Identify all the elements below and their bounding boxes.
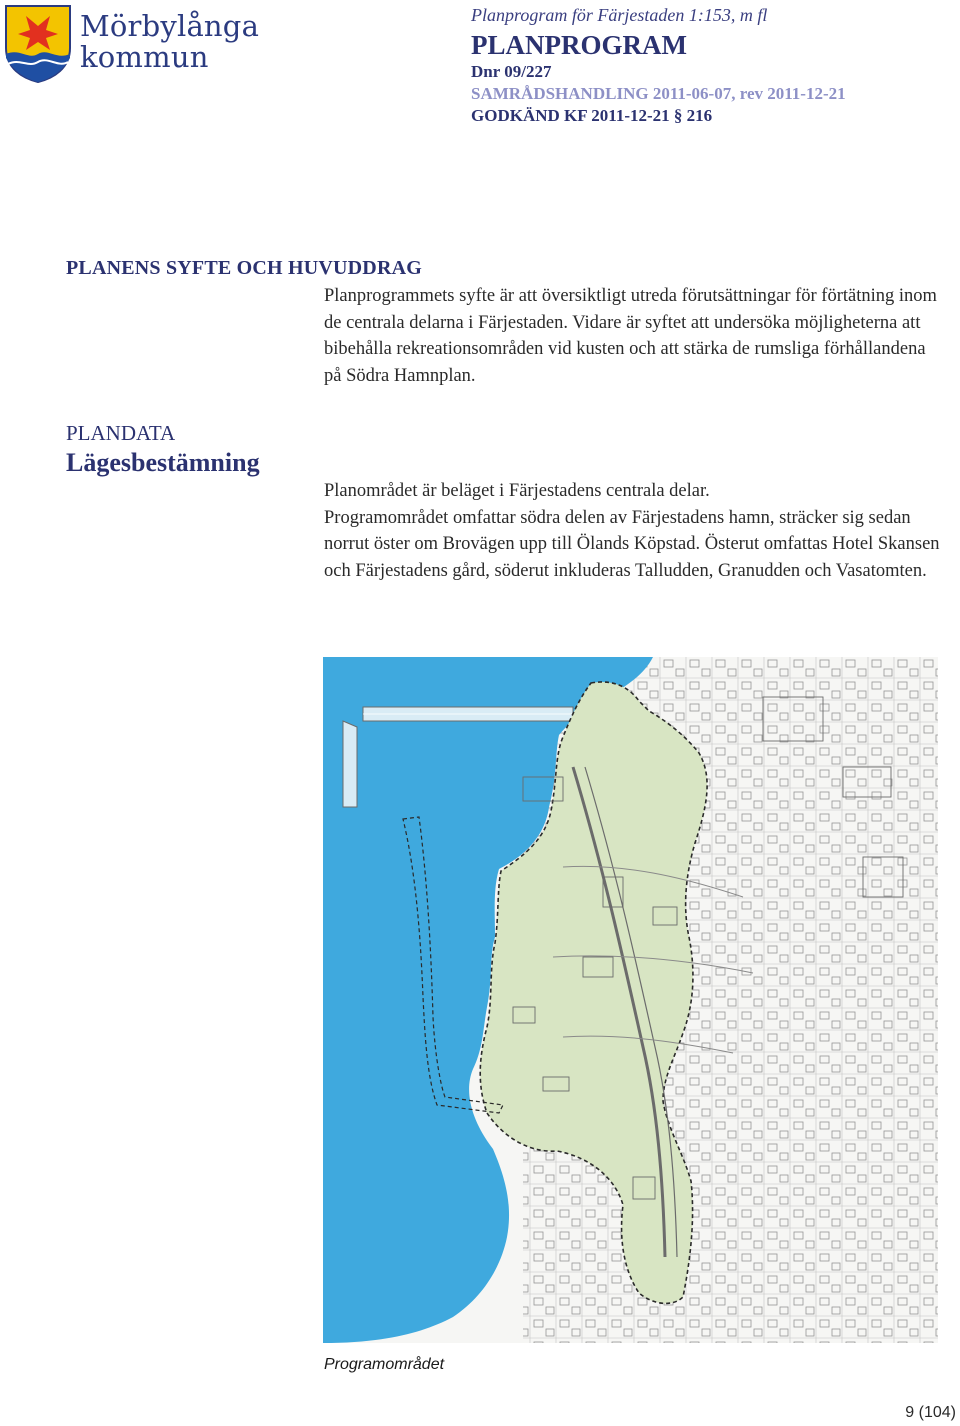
lage-paragraph-2: Programområdet omfattar södra delen av Färjestadens hamn, sträcker sig sedan norrut öster om Brovägen upp till Ölands Köpstad. Österut omfattas Hotel Skansen och Färjestadens gård, söderut inkluderas Talludden, Granudden och Vasatomten.	[324, 507, 940, 581]
coat-of-arms-icon	[2, 2, 74, 84]
logo-name-line-1: Mörbylånga	[80, 9, 260, 43]
map-caption: Programområdet	[324, 1356, 445, 1373]
map-breakwater	[343, 721, 357, 807]
map-drawing	[323, 657, 938, 1343]
map-harbour-slips	[363, 713, 573, 719]
section-heading-plandata: PLANDATA	[66, 421, 176, 445]
document-title: PLANPROGRAM	[471, 30, 687, 60]
diary-number: Dnr 09/227	[471, 62, 552, 81]
approval-line: GODKÄND KF 2011-12-21 § 216	[471, 106, 713, 125]
section-heading-syfte: PLANENS SYFTE OCH HUVUDDRAG	[66, 257, 422, 279]
lage-paragraph-1: Planområdet är beläget i Färjestadens centrala delar.	[324, 481, 710, 501]
document-header	[471, 3, 951, 127]
municipality-logo	[2, 2, 260, 84]
syfte-paragraph: Planprogrammets syfte är att översiktligt utreda förutsättningar för förtätning inom de centrala delarna i Färjestaden. Vidare är syftet att undersöka möjligheterna att bibehålla rekreationsområden vid kusten och att stärka de rumsliga förhållandena på Södra Hamnplan.	[324, 286, 937, 386]
program-area-map	[323, 657, 938, 1343]
page-number: 9 (104)	[905, 1404, 956, 1421]
subheading-lagesbestamning: Lägesbestämning	[66, 448, 260, 477]
logo-name-line-2: kommun	[80, 40, 209, 74]
consultation-date: SAMRÅDSHANDLING 2011-06-07, rev 2011-12-21	[471, 84, 846, 103]
header-subtitle: Planprogram för Färjestaden 1:153, m fl	[471, 5, 768, 25]
